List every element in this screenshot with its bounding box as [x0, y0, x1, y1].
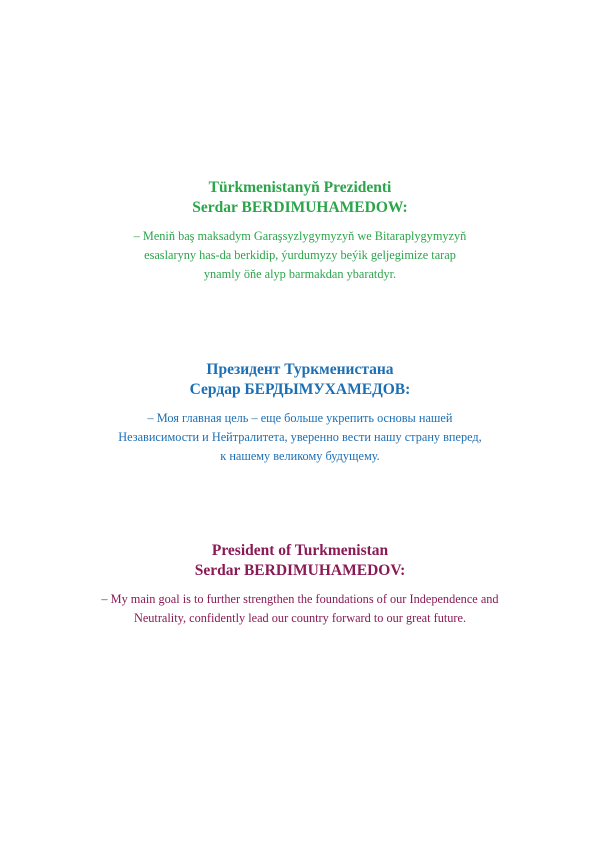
russian-section: [0, 360, 600, 466]
turkmen-section: [0, 178, 600, 284]
turkmen-quote-line-1: – Meniň baş maksadym Garaşsyzlygymyzyň we Bitaraplygymyzyň: [133, 229, 467, 243]
russian-quote-line-1: – Моя главная цель – еще больше укрепить основы нашей: [147, 411, 453, 425]
turkmen-heading: [0, 178, 600, 218]
english-heading-line-1: President of Turkmenistan: [211, 542, 389, 559]
english-heading: [0, 541, 600, 581]
turkmen-quote-line-3: ynamly öňe alyp barmakdan ybaratdyr.: [203, 267, 397, 281]
english-quote-line-2: Neutrality, confidently lead our country forward to our great future.: [133, 611, 467, 625]
russian-quote-line-3: к нашему великому будущему.: [220, 449, 380, 463]
russian-quote-line-2: Независимости и Нейтралитета, уверенно вести нашу страну вперед,: [118, 430, 482, 444]
turkmen-heading-line-1: Türkmenistanyň Prezidenti: [208, 179, 392, 196]
russian-heading-line-2: Сердар БЕРДЫМУХАМЕДОВ:: [189, 381, 411, 398]
turkmen-quote-line-2: esaslaryny has-da berkidip, ýurdumyzy beýik geljegimize tarap: [144, 248, 456, 262]
english-section: [0, 541, 600, 628]
russian-quote: [0, 409, 600, 466]
russian-heading-line-1: Президент Туркменистана: [206, 361, 394, 378]
turkmen-quote: [0, 227, 600, 284]
english-quote: [0, 590, 600, 628]
english-heading-line-2: Serdar BERDIMUHAMEDOV:: [194, 562, 406, 579]
english-quote-line-1: – My main goal is to further strengthen the foundations of our Independence and: [101, 592, 499, 606]
russian-heading: [0, 360, 600, 400]
turkmen-heading-line-2: Serdar BERDIMUHAMEDOW:: [192, 199, 408, 216]
